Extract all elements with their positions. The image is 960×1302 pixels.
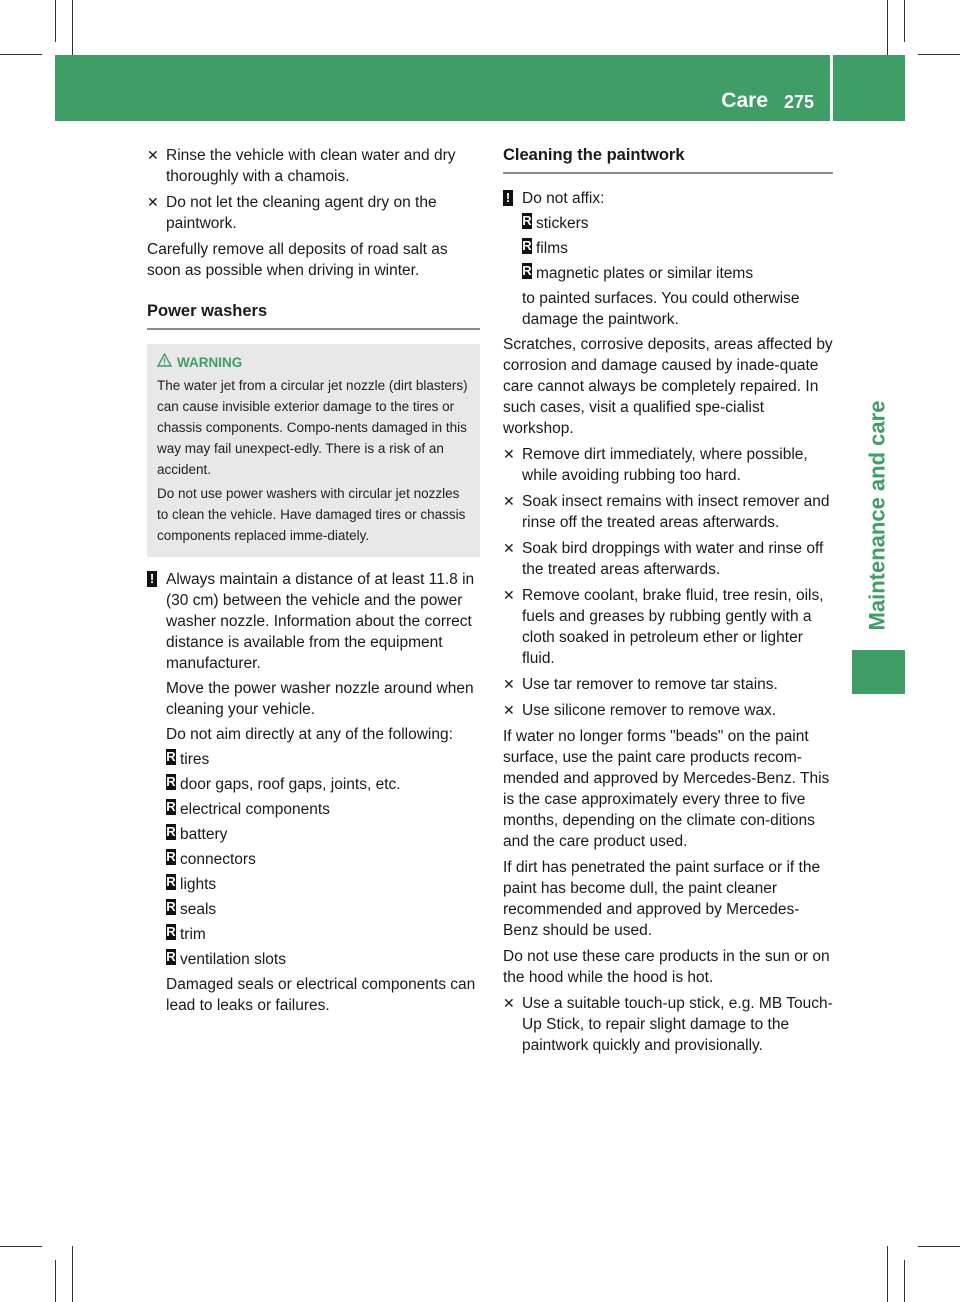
paragraph: Scratches, corrosive deposits, areas affected by corrosion and damage caused by inade-quate care cannot always be completely repaired. In such cases, visit a qualified spe-cialist workshop. [503,336,833,437]
crop-mark [72,0,73,55]
arrow-marker-icon: ✕ [503,995,515,1011]
instruction-step [503,538,833,580]
bullet-r-icon: R [166,799,176,814]
crop-mark [72,1246,73,1302]
section-title: Care [721,89,768,112]
notice-block [147,569,480,1016]
warning-title: WARNING [177,355,243,370]
warning-box [147,344,480,557]
list-item: R stickers [522,213,589,232]
side-tab [839,395,915,635]
bullet-r-icon: R [522,213,532,228]
list-item: R battery [166,824,228,843]
bullet-r-icon: R [166,924,176,939]
bullet-r-icon: R [166,824,176,839]
paragraph: If dirt has penetrated the paint surface or if the paint has become dull, the paint cleaner recommended and approved by Mercedes-Benz should be used. [503,859,821,939]
heading-rule [503,172,833,174]
arrow-marker-icon: ✕ [503,493,515,509]
notice-text: Always maintain a distance of at least 11.8 in (30 cm) between the vehicle and the power washer nozzle. Information about the correct distance is available from the equipment manufacturer. [166,571,475,672]
instruction-step [503,674,833,695]
crop-mark [55,0,56,42]
section-heading: Power washers [147,302,268,320]
paragraph: Carefully remove all deposits of road salt as soon as possible when driving in winter. [147,241,448,279]
notice-block [503,188,833,330]
instruction-step [147,192,480,234]
instruction-step [147,145,480,187]
side-tab-marker [852,650,905,694]
list-item: R magnetic plates or similar items [522,263,754,282]
crop-mark [887,0,888,55]
section-heading: Cleaning the paintwork [503,146,685,164]
paragraph: If water no longer forms "beads" on the paint surface, use the paint care products recom-mended and approved by Mercedes-Benz. This is the case approximately every three to five months, depending on the climate con-ditions and the care product used. [503,728,830,850]
crop-mark [918,1246,960,1247]
crop-mark [0,54,42,55]
notice-text: to painted surfaces. You could otherwise damage the paintwork. [522,290,800,328]
list-item: R connectors [166,849,256,868]
warning-triangle-icon [157,352,172,373]
crop-mark [918,54,960,55]
step-text: Do not let the cleaning agent dry on the paintwork. [166,194,437,232]
header-band [55,55,905,121]
step-text: Remove coolant, brake fluid, tree resin, oils, fuels and greases by rubbing gently with a cloth soaked in petroleum ether or lighter fluid. [522,587,824,667]
arrow-marker-icon: ✕ [503,446,515,462]
bullet-r-icon: R [522,238,532,253]
instruction-step [503,444,833,486]
right-column [503,145,833,1061]
paragraph: Do not use these care products in the sun or on the hood while the hood is hot. [503,948,830,986]
step-text: Soak insect remains with insect remover and rinse off the treated areas afterwards. [522,493,830,531]
instruction-step [503,585,833,669]
step-text: Use tar remover to remove tar stains. [522,676,778,693]
list-item: R ventilation slots [166,949,286,968]
page-number: 275 [784,92,815,112]
heading-rule [147,328,480,330]
step-text: Use a suitable touch-up stick, e.g. MB Touch-Up Stick, to repair slight damage to the paintwork quickly and provisionally. [522,995,833,1054]
arrow-marker-icon: ✕ [147,147,159,163]
warning-text: The water jet from a circular jet nozzle (dirt blasters) can cause invisible exterior damage to the tires or chassis components. Compo-nents damaged in this way may fail unexpect-edly. There is a risk of an accident. [157,378,468,477]
crop-mark [887,1246,888,1302]
arrow-marker-icon: ✕ [503,702,515,718]
notice-text: Damaged seals or electrical components can lead to leaks or failures. [166,976,476,1014]
crop-mark [55,1260,56,1302]
arrow-marker-icon: ✕ [503,540,515,556]
arrow-marker-icon: ✕ [147,194,159,210]
notice-icon: ! [503,190,513,206]
step-text: Use silicone remover to remove wax. [522,702,777,719]
bullet-r-icon: R [166,774,176,789]
bullet-r-icon: R [166,874,176,889]
bullet-r-icon: R [166,749,176,764]
bullet-r-icon: R [522,263,532,278]
warning-text: Do not use power washers with circular jet nozzles to clean the vehicle. Have damaged tires or chassis components replaced imme-diately. [157,486,466,543]
bullet-r-icon: R [166,849,176,864]
notice-text: Move the power washer nozzle around when cleaning your vehicle. [166,680,474,718]
instruction-step [503,993,833,1056]
list-item: R electrical components [166,799,330,818]
list-item: R trim [166,924,206,943]
notice-text: Do not affix: [522,190,605,207]
warning-header [157,352,470,373]
arrow-marker-icon: ✕ [503,587,515,603]
instruction-step [503,491,833,533]
crop-mark [0,1246,42,1247]
arrow-marker-icon: ✕ [503,676,515,692]
list-item: R tires [166,749,210,768]
crop-mark [904,1260,905,1302]
list-item: R door gaps, roof gaps, joints, etc. [166,774,401,793]
list-item: R seals [166,899,217,918]
notice-text: Do not aim directly at any of the following: [166,726,453,743]
left-column [147,145,480,1020]
instruction-step [503,700,833,721]
list-item: R films [522,238,568,257]
notice-icon: ! [147,571,157,587]
side-tab-label: Maintenance and care [864,400,890,630]
crop-mark [904,0,905,42]
list-item: R lights [166,874,217,893]
step-text: Soak bird droppings with water and rinse off the treated areas afterwards. [522,540,824,578]
step-text: Rinse the vehicle with clean water and dry thoroughly with a chamois. [166,147,456,185]
bullet-r-icon: R [166,899,176,914]
bullet-r-icon: R [166,949,176,964]
step-text: Remove dirt immediately, where possible, while avoiding rubbing too hard. [522,446,808,484]
